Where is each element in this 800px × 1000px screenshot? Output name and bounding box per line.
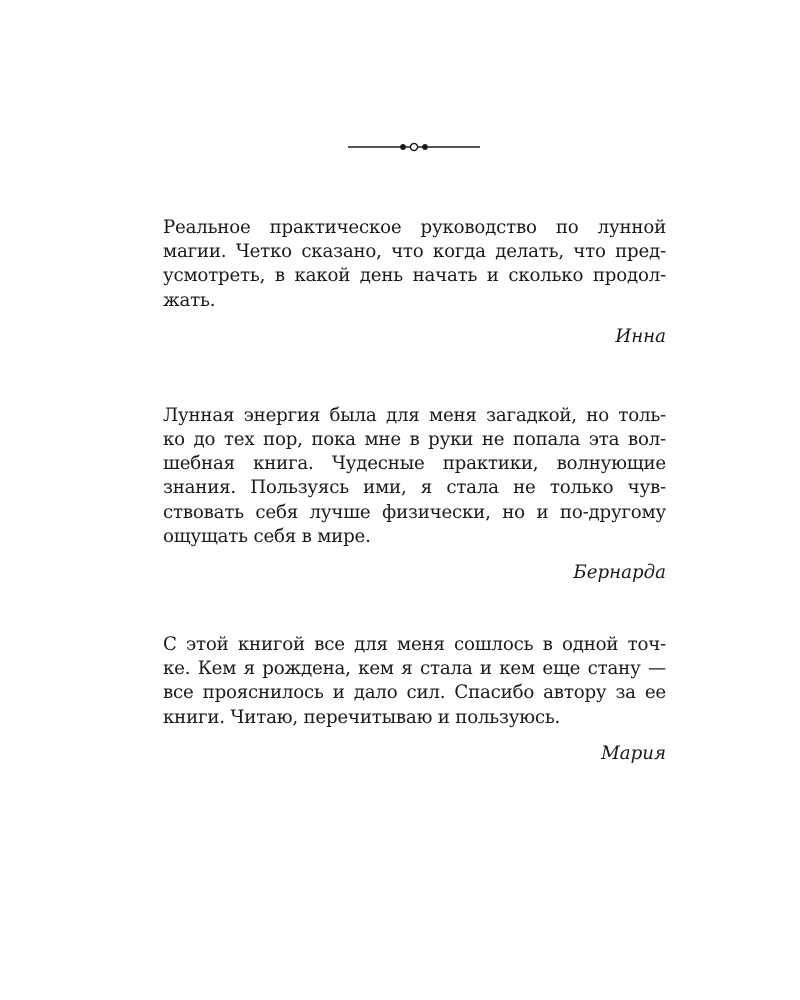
review-bernarda bbox=[163, 404, 666, 585]
review-text bbox=[163, 216, 666, 313]
review-line: ке. Кем я рождена, кем я стала и кем еще стану — bbox=[163, 658, 666, 680]
review-line: ощущать себя в мире. bbox=[163, 525, 371, 547]
fleuron-divider-icon bbox=[348, 139, 480, 155]
review-maria bbox=[163, 633, 666, 766]
review-line: Реальное практическое руководство по лунной bbox=[163, 217, 666, 238]
review-line: жать. bbox=[163, 289, 216, 311]
review-line: Лунная энергия была для меня загадкой, но толь- bbox=[163, 404, 666, 426]
review-line: ствовать себя лучше физически, но и по-другому bbox=[163, 501, 666, 523]
reviews-list bbox=[163, 216, 666, 766]
review-author: Бернарда bbox=[573, 562, 666, 584]
review-line: знания. Пользуясь ими, я стала не только чув- bbox=[163, 477, 666, 499]
review-line: С этой книгой все для меня сошлось в одной точ- bbox=[163, 634, 666, 656]
review-inna bbox=[163, 216, 666, 349]
review-line: шебная книга. Чудесные практики, волнующие bbox=[163, 453, 666, 475]
review-line: книги. Читаю, перечитываю и пользуюсь. bbox=[163, 706, 561, 728]
review-text bbox=[163, 633, 666, 730]
review-line: все прояснилось и дало сил. Спасибо автору за ее bbox=[163, 682, 666, 704]
review-line: магии. Четко сказано, что когда делать, что пред- bbox=[163, 241, 666, 263]
review-line: ко до тех пор, пока мне в руки не попала эта вол- bbox=[163, 429, 666, 451]
review-line: усмотреть, в какой день начать и сколько продол- bbox=[163, 265, 666, 287]
review-author: Мария bbox=[601, 742, 666, 764]
review-text bbox=[163, 404, 666, 549]
review-author: Инна bbox=[615, 325, 666, 347]
